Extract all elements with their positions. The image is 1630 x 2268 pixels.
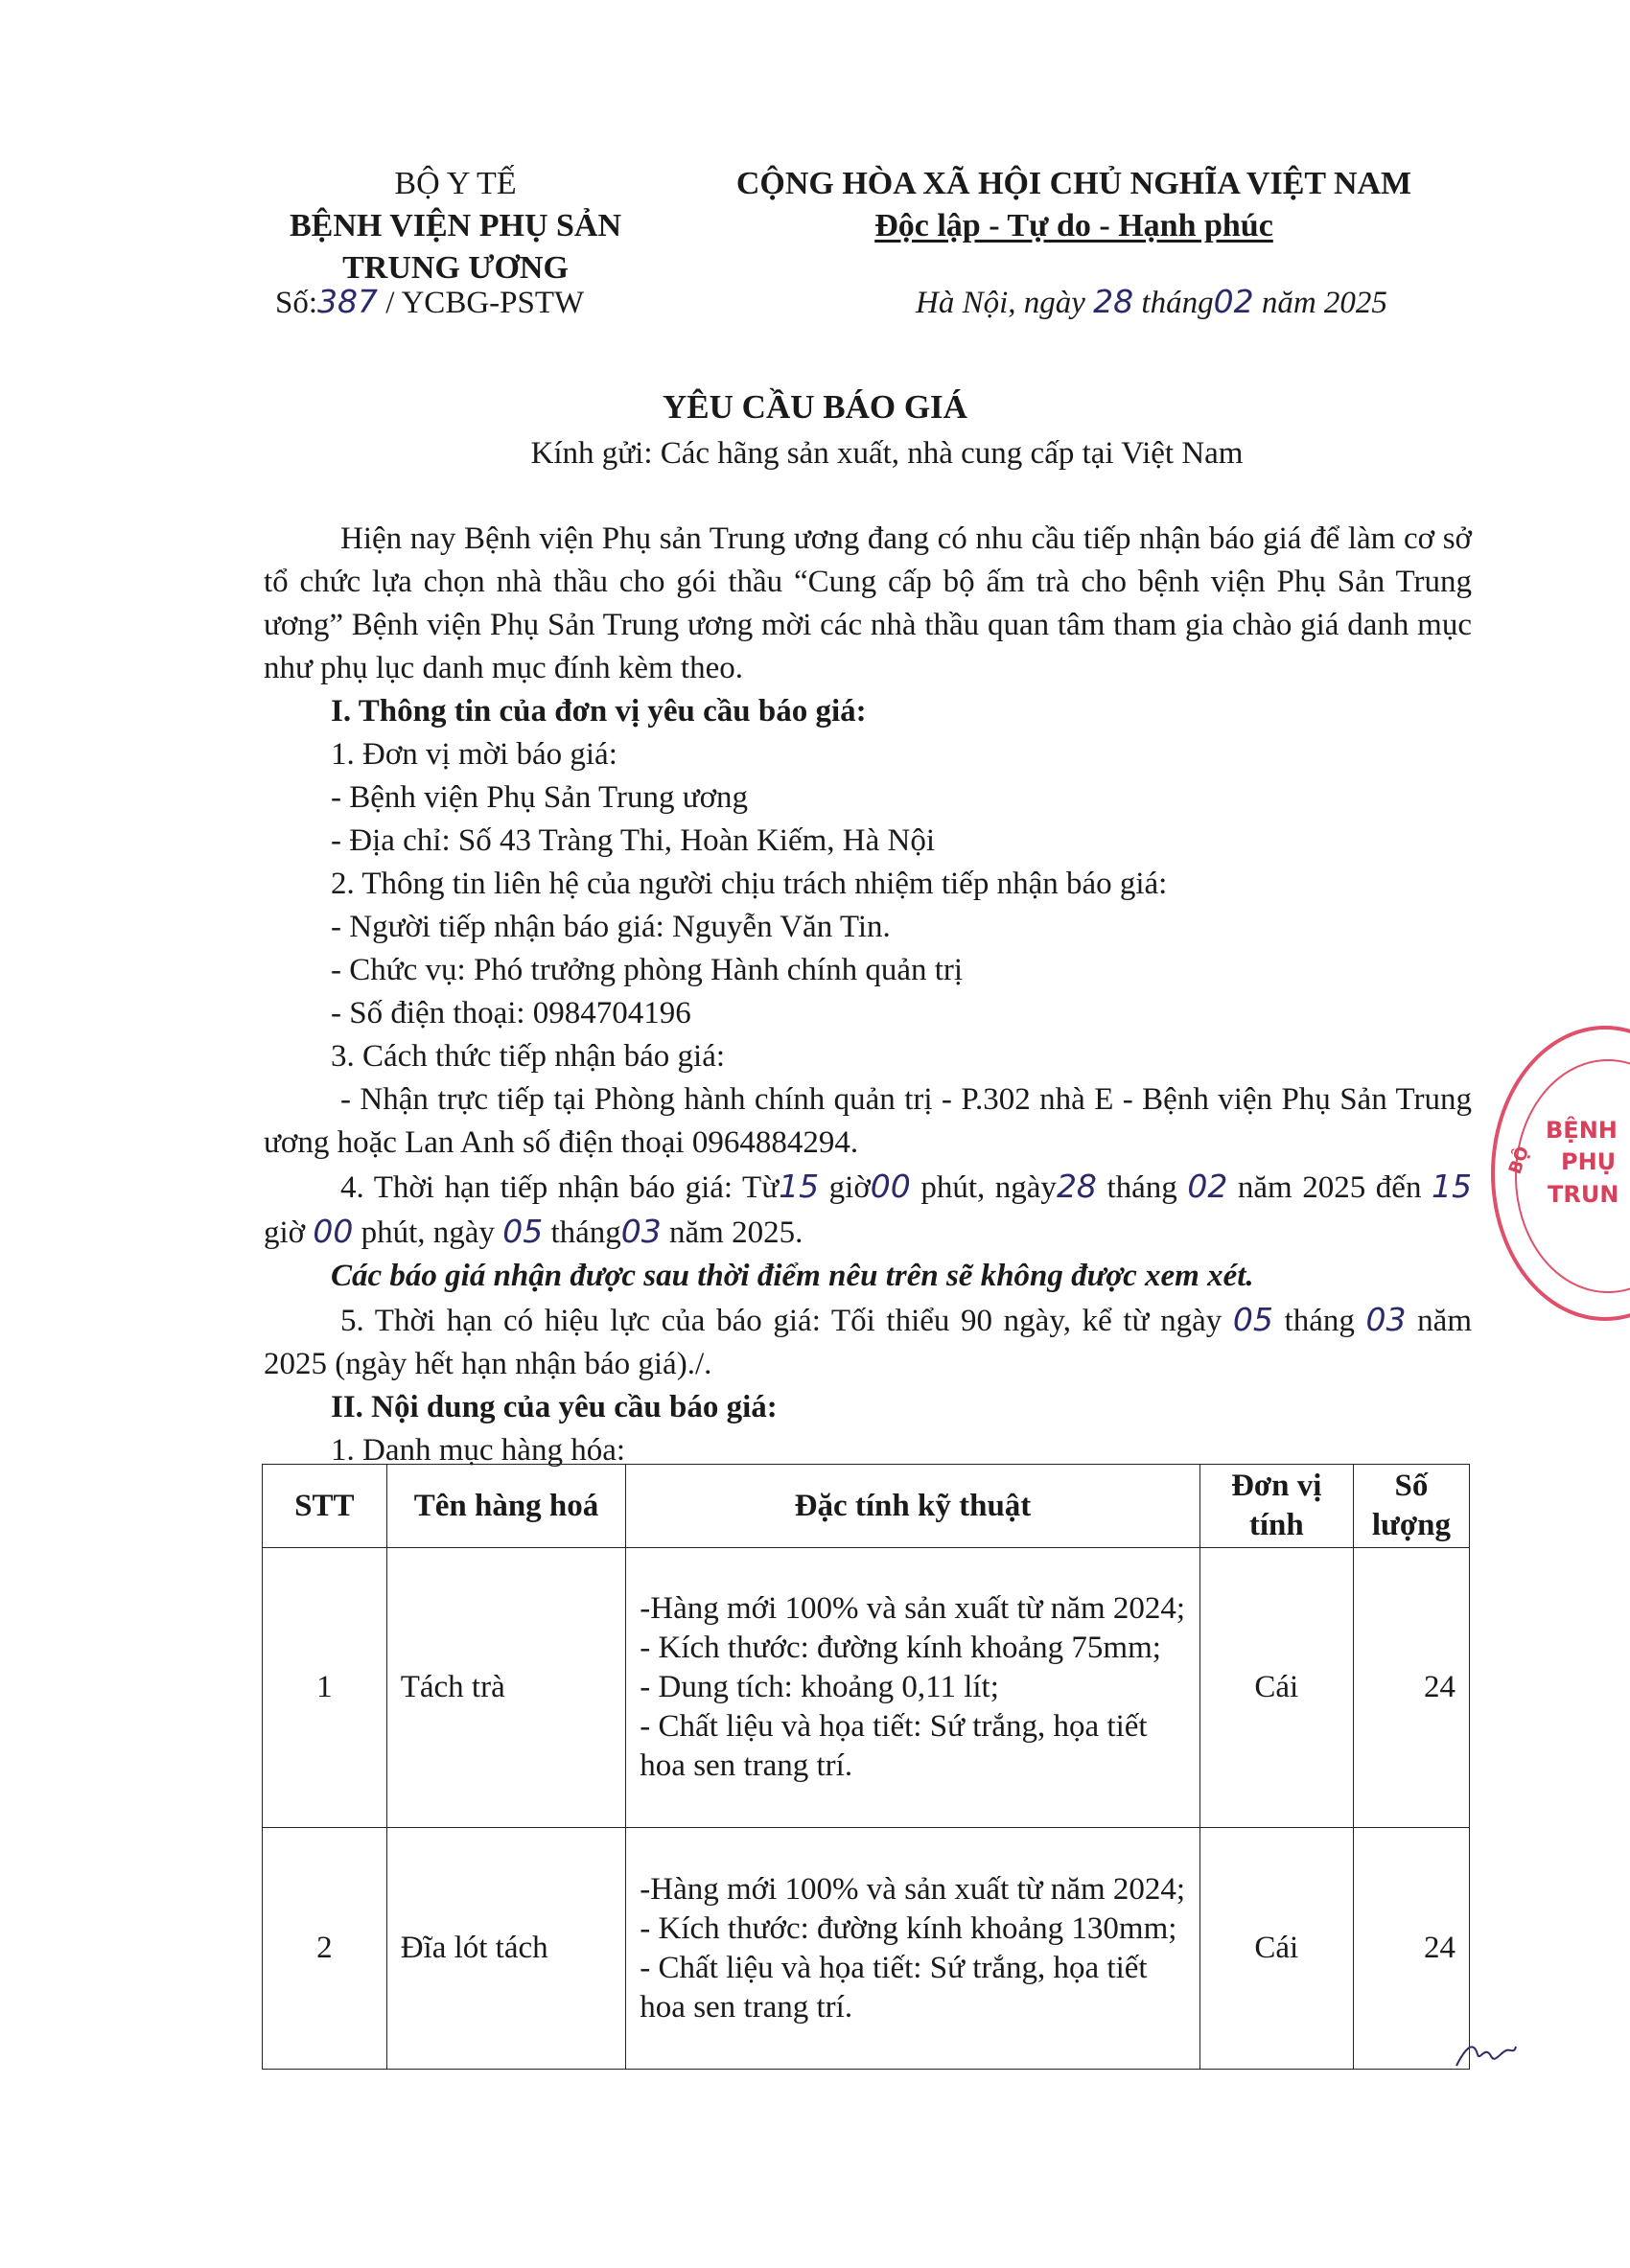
stamp-text-line1: BỆNH <box>1546 1117 1618 1144</box>
validity-period: 5. Thời hạn có hiệu lực của báo giá: Tối thiểu 90 ngày, kể từ ngày 05 tháng 03 năm 2025 (ngày hết hạn nhận báo giá)./. <box>264 1301 1472 1381</box>
section2-item1: 1. Danh mục hàng hóa: <box>331 1433 626 1468</box>
stamp-text-side: BỘ <box>1504 1144 1534 1177</box>
date-day-handwritten: 28 <box>1093 283 1134 320</box>
section1-item3: 3. Cách thức tiếp nhận báo giá: <box>331 1039 726 1074</box>
stamp-text-line3: TRUN <box>1548 1181 1619 1208</box>
row-name: Tách trà <box>386 1548 626 1828</box>
receiving-method: - Nhận trực tiếp tại Phòng hành chính quản trị - P.302 nhà E - Bệnh viện Phụ Sản Trung ương hoặc Lan Anh số điện thoại 0964884294. <box>264 1082 1472 1160</box>
col-name: Tên hàng hoá <box>386 1465 626 1548</box>
section1-item2: 2. Thông tin liên hệ của người chịu trách nhiệm tiếp nhận báo giá: <box>331 867 1168 901</box>
recipient-line: Kính gửi: Các hãng sản xuất, nhà cung cấp tại Việt Nam <box>530 436 1244 471</box>
row-qty: 24 <box>1353 1548 1469 1828</box>
requesting-unit: - Bệnh viện Phụ Sản Trung ương <box>331 780 749 815</box>
table-row <box>263 1548 1470 1828</box>
stamp-text-line2: PHỤ <box>1561 1148 1617 1175</box>
contact-phone: - Số điện thoại: 0984704196 <box>331 996 691 1030</box>
row-qty: 24 <box>1353 1828 1469 2070</box>
hospital-name-line2: TRUNG ƯƠNG <box>342 250 569 286</box>
table-header-row <box>263 1465 1470 1548</box>
row-spec: -Hàng mới 100% và sản xuất từ năm 2024; - Kích thước: đường kính khoảng 130mm; - Chất liệu và họa tiết: Sứ trắng, họa tiết hoa sen trang trí. <box>626 1828 1199 2070</box>
unit-address: - Địa chỉ: Số 43 Tràng Thi, Hoàn Kiếm, Hà Nội <box>331 823 936 858</box>
country-name: CỘNG HÒA XÃ HỘI CHỦ NGHĨA VIỆT NAM <box>735 166 1412 201</box>
document-number: Số:387 / YCBG-PSTW <box>275 283 585 320</box>
col-unit: Đơn vị tính <box>1199 1465 1353 1548</box>
col-spec: Đặc tính kỹ thuật <box>626 1465 1199 1548</box>
hospital-name-line1: BỆNH VIỆN PHỤ SẢN <box>289 208 622 243</box>
row-unit: Cái <box>1199 1828 1353 2070</box>
national-motto: Độc lập - Tự do - Hạnh phúc <box>874 208 1273 243</box>
section2-heading: II. Nội dung của yêu cầu báo giá: <box>331 1390 778 1424</box>
row-unit: Cái <box>1199 1548 1353 1828</box>
initials-signature <box>1453 2037 1520 2084</box>
receiving-deadline: 4. Thời hạn tiếp nhận báo giá: Từ15 giờ00 phút, ngày28 tháng 02 năm 2025 đến 15 giờ 00 phút, ngày 05 tháng03 năm 2025. <box>264 1168 1472 1250</box>
section1-heading: I. Thông tin của đơn vị yêu cầu báo giá: <box>331 694 867 729</box>
col-stt: STT <box>263 1465 387 1548</box>
document-body <box>264 518 1472 1472</box>
date-month-handwritten: 02 <box>1213 283 1254 320</box>
goods-table <box>262 1464 1470 2070</box>
row-spec: -Hàng mới 100% và sản xuất từ năm 2024; - Kích thước: đường kính khoảng 75mm; - Dung tích: khoảng 0,11 lít; - Chất liệu và họa tiết: Sứ trắng, họa tiết hoa sen trang trí. <box>626 1548 1199 1828</box>
intro-paragraph: Hiện nay Bệnh viện Phụ sản Trung ương đang có nhu cầu tiếp nhận báo giá để làm cơ sở tổ chức lựa chọn nhà thầu cho gói thầu “Cung cấp bộ ấm trà cho bệnh viện Phụ Sản Trung ương” Bệnh viện Phụ Sản Trung ương mời các nhà thầu quan tâm tham gia chào giá danh mục như phụ lục danh mục đính kèm theo. <box>264 521 1472 685</box>
contact-person: - Người tiếp nhận báo giá: Nguyễn Văn Tin. <box>331 910 891 944</box>
ministry-name: BỘ Y TẾ <box>394 166 517 201</box>
col-qty: Số lượng <box>1353 1465 1469 1548</box>
row-name: Đĩa lót tách <box>386 1828 626 2070</box>
issuer-block <box>259 163 652 289</box>
section1-item1: 1. Đơn vị mời báo giá: <box>331 737 617 772</box>
issue-date: Hà Nội, ngày 28 tháng02 năm 2025 <box>916 283 1387 320</box>
table-row <box>263 1828 1470 2070</box>
document-number-handwritten: 387 <box>317 283 379 320</box>
national-header <box>729 163 1419 247</box>
contact-position: - Chức vụ: Phó trưởng phòng Hành chính quản trị <box>331 953 964 987</box>
row-stt: 2 <box>263 1828 387 2070</box>
late-submission-warning: Các báo giá nhận được sau thời điểm nêu trên sẽ không được xem xét. <box>331 1259 1254 1293</box>
row-stt: 1 <box>263 1548 387 1828</box>
document-title: YÊU CẦU BÁO GIÁ <box>663 388 967 426</box>
